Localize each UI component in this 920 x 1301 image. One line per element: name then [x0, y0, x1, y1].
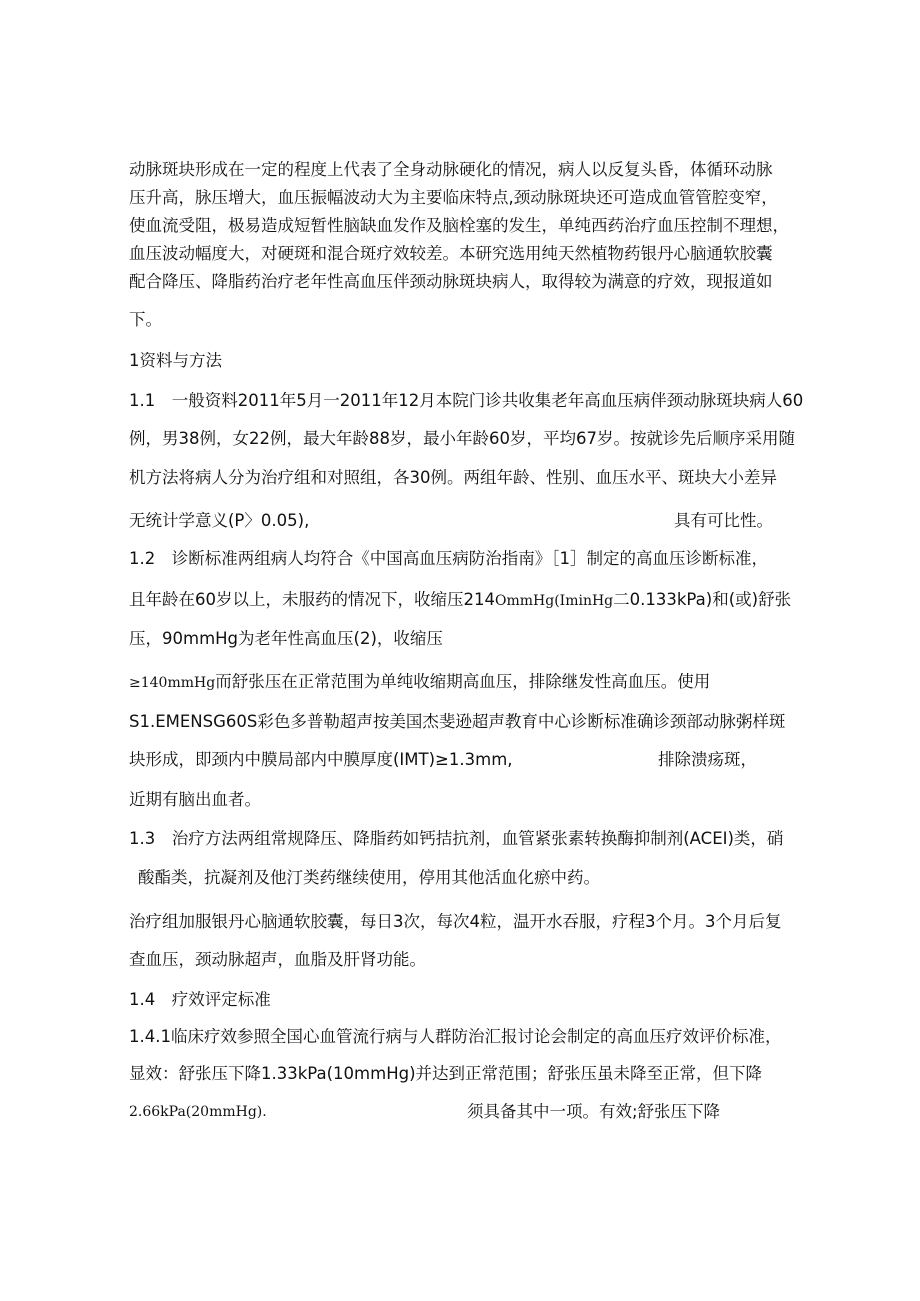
p12-line-4a: ≥140mmHg [129, 675, 216, 691]
p141-line-2: 显效：舒张压下降1.33kPa(10mmHg)并达到正常范围；舒张压虽未降至正常，但下降 [129, 1064, 763, 1083]
p141-line-3-right: 须具备其中一项。有效;舒张压下降 [467, 1102, 721, 1121]
p14-heading: 1.4 疗效评定标准 [129, 990, 271, 1009]
p11-line-3: 机方法将病人分为治疗组和对照组，各30例。两组年龄、性别、血压水平、斑块大小差异 [129, 468, 777, 487]
treatment-line-2: 查血压，颈动脉超声，血脂及肝肾功能。 [129, 950, 426, 969]
p13-line-2: 酸酯类，抗凝剂及他汀类药继续使用，停用其他活血化瘀中药。 [138, 868, 600, 887]
p11-line-2: 例，男38例，女22例，最大年龄88岁，最小年龄60岁，平均67岁。按就诊先后顺序采用随 [129, 429, 795, 448]
p11-line-4-right: 具有可比性。 [674, 511, 773, 530]
p12-line-2 [129, 588, 791, 613]
p13-line-1: 1.3 治疗方法两组常规降压、降脂药如钙拮抗剂，血管紧张素转换酶抑制剂(ACEI)类，硝 [129, 829, 784, 848]
p12-line-7: 近期有脑出血者。 [129, 790, 261, 809]
intro-line-4: 血压波动幅度大，对硬斑和混合斑疗效较差。本研究选用纯天然植物药银丹心脑通软胶囊 [129, 244, 773, 263]
intro-line-2: 压升高，脉压增大，血压振幅波动大为主要临床特点,颈动脉斑块还可造成血管管腔变窄， [129, 188, 778, 207]
p11-line-1: 1.1 一般资料2011年5月一2011年12月本院门诊共收集老年高血压病伴颈动脉斑块病人60 [129, 391, 804, 410]
p12-line-1: 1.2 诊断标准两组病人均符合《中国高血压病防治指南》［1］制定的高血压诊断标准， [129, 549, 768, 568]
section-heading: 1资料与方法 [129, 351, 222, 370]
p12-line-2b: OmmHg(IminHg [495, 593, 614, 609]
p12-line-2a: 且年龄在60岁以上，未服药的情况下，收缩压214 [129, 590, 495, 609]
p12-line-6-right: 排除溃疡斑， [658, 750, 757, 769]
p12-line-4b: 而舒张压在正常范围为单纯收缩期高血压，排除继发性高血压。使用 [215, 672, 711, 691]
intro-line-6: 下。 [129, 310, 162, 329]
treatment-line-1: 治疗组加服银丹心脑通软胶囊，每日3次，每次4粒，温开水吞服，疗程3个月。3个月后复 [129, 912, 782, 931]
p141-line-1: 1.4.1临床疗效参照全国心血管流行病与人群防治汇报讨论会制定的高血压疗效评价标准， [129, 1027, 782, 1046]
p141-line-3: 2.66kPa(20mmHg). [129, 1104, 267, 1120]
p12-line-4 [129, 670, 710, 695]
p12-line-2c: 二0.133kPa)和(或)舒张 [613, 590, 792, 609]
p12-line-6: 块形成，即颈内中膜局部内中膜厚度(IMT)≥1.3mm, [129, 750, 513, 769]
intro-line-1: 动脉斑块形成在一定的程度上代表了全身动脉硬化的情况，病人以反复头昏，体循环动脉 [129, 160, 773, 179]
p12-line-3: 压，90mmHg为老年性高血压(2)，收缩压 [129, 629, 443, 648]
p11-line-4: 无统计学意义(P〉0.05), [129, 511, 310, 530]
intro-line-3: 使血流受阻，极易造成短暂性脑缺血发作及脑栓塞的发生，单纯西药治疗血压控制不理想， [129, 216, 789, 235]
p12-line-5: S1.EMENSG60S彩色多普勒超声按美国杰斐逊超声教育中心诊断标准确诊颈部动脉粥样斑 [129, 712, 786, 731]
intro-line-5: 配合降压、降脂药治疗老年性高血压伴颈动脉斑块病人，取得较为满意的疗效，现报道如 [129, 272, 773, 291]
